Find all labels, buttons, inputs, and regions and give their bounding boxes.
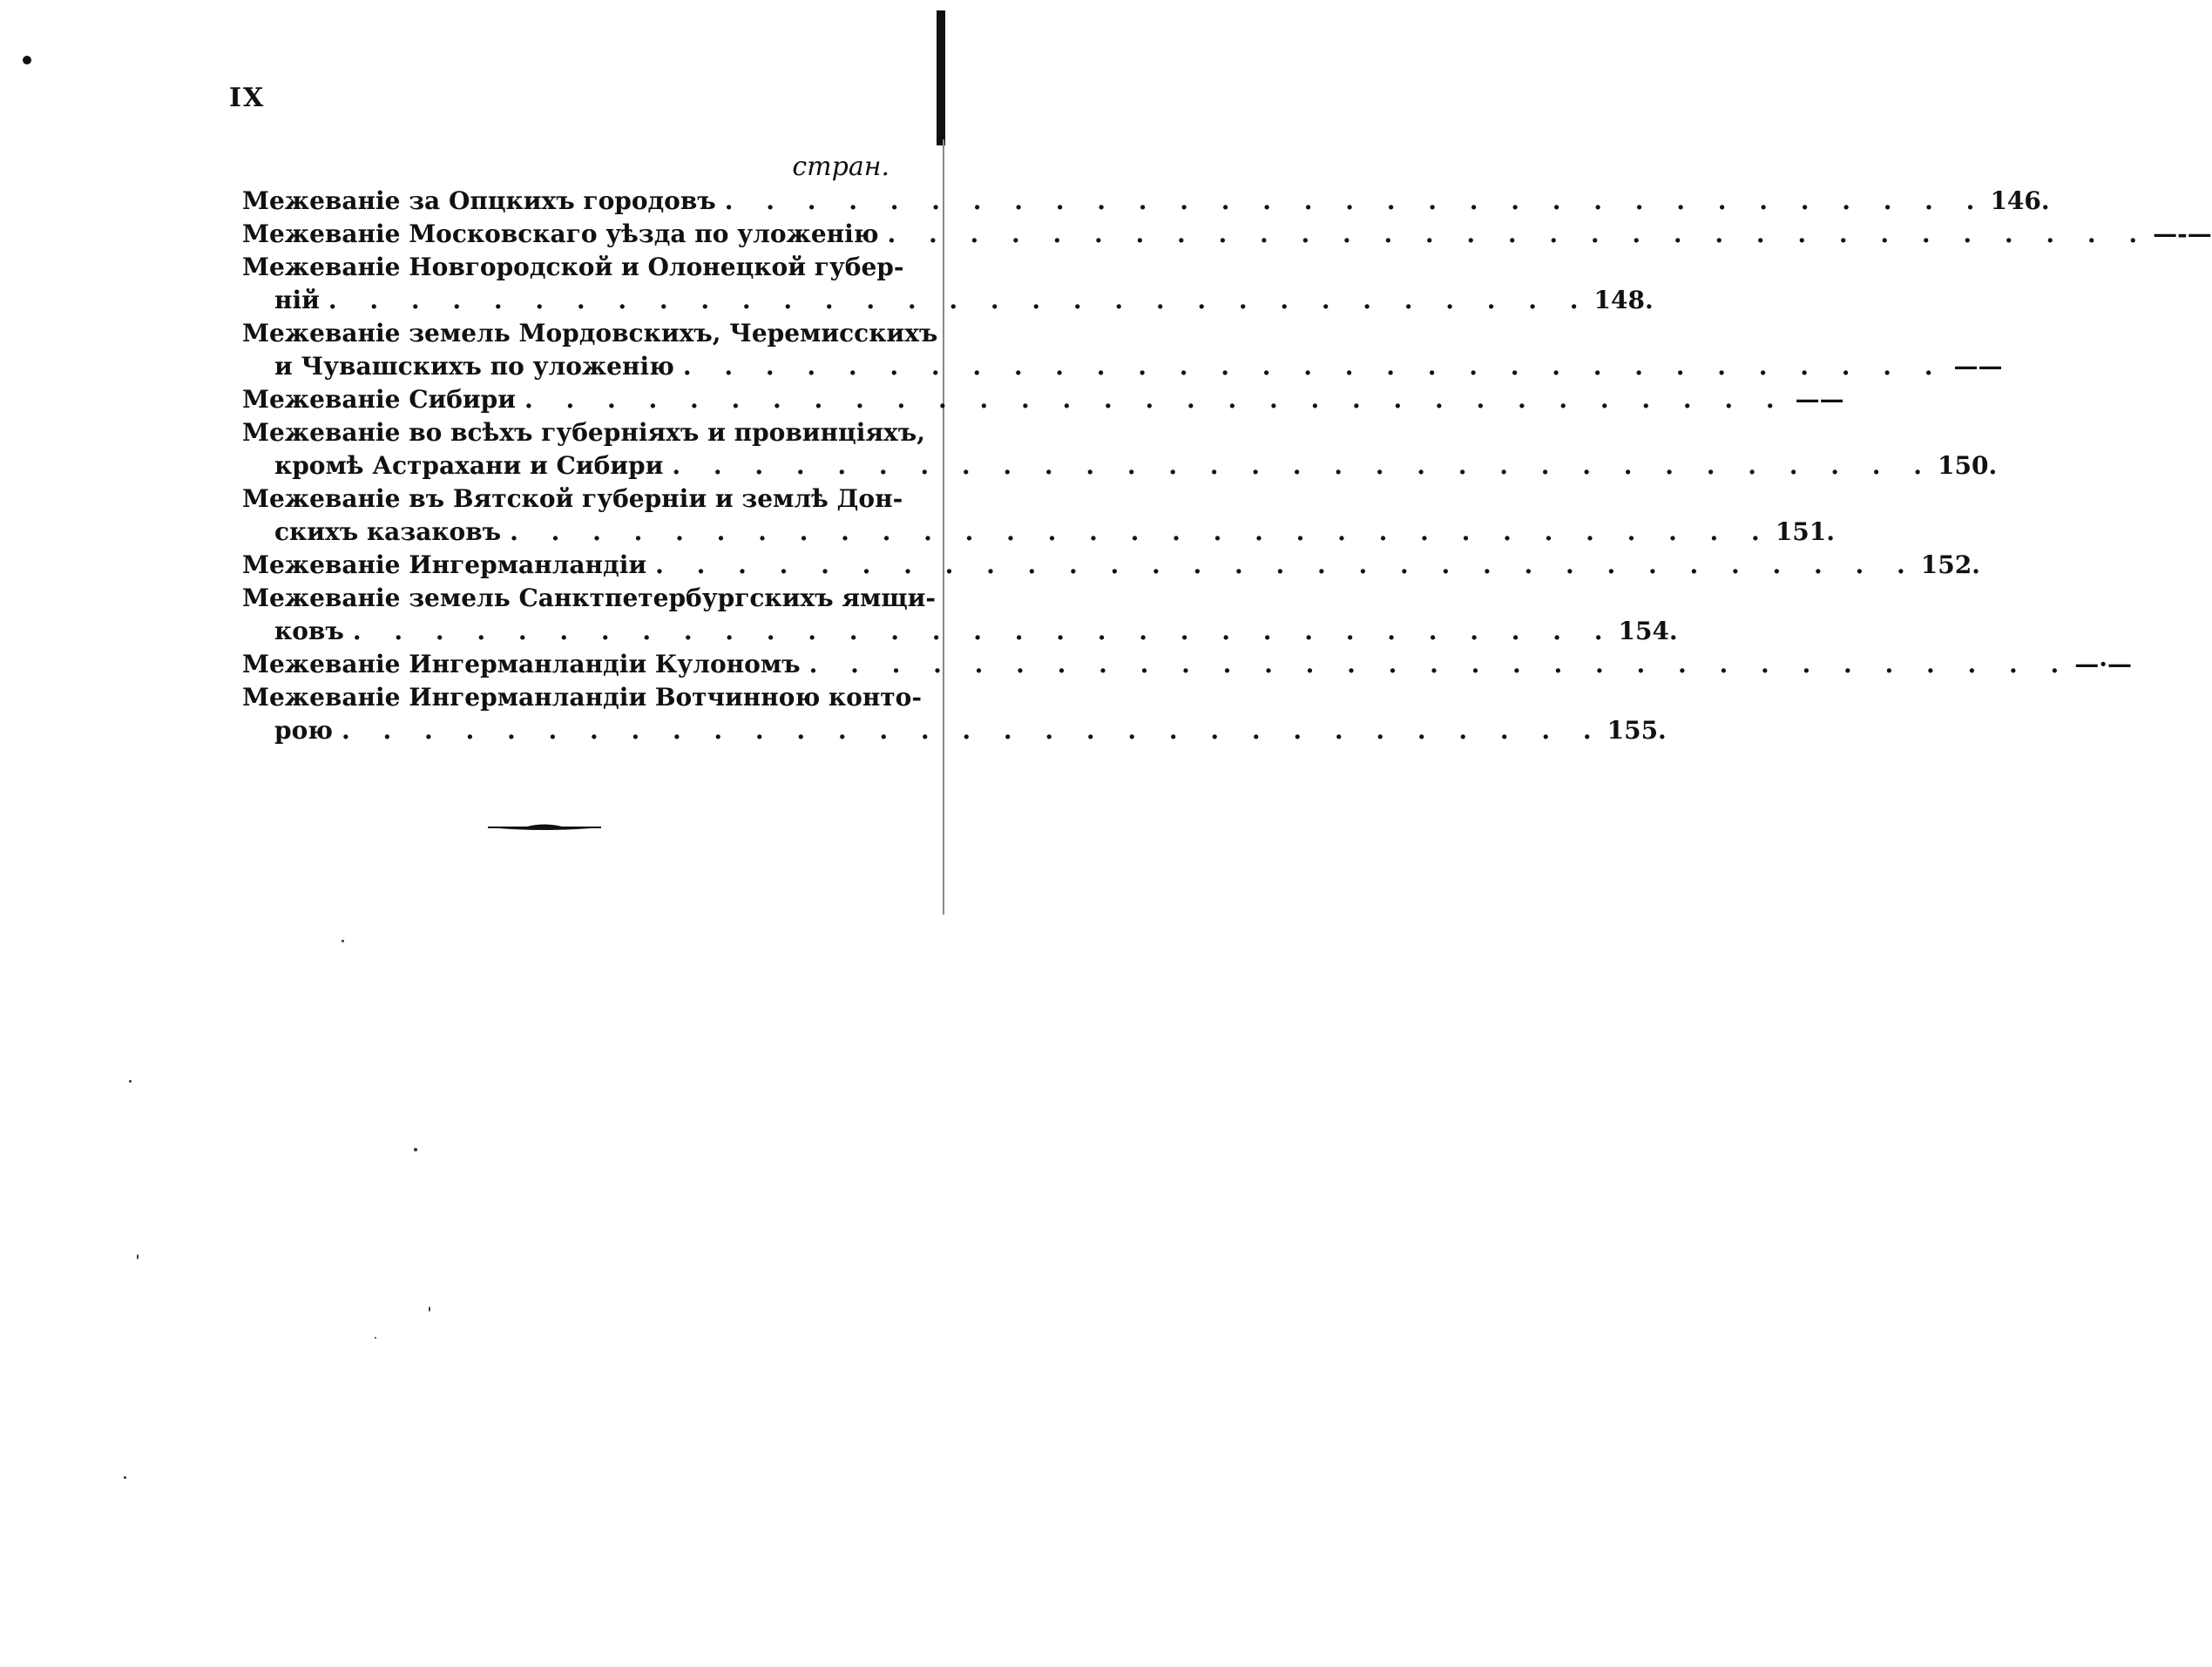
paper-speck <box>375 1337 376 1339</box>
toc-entry-title: ковъ <box>274 617 344 645</box>
toc-entry-last-line <box>242 615 1678 648</box>
ink-spot <box>23 56 31 64</box>
toc-entry-last-line <box>242 185 2050 218</box>
toc-entry-last-line <box>242 449 1998 483</box>
paper-speck <box>124 1476 126 1479</box>
toc-page-number: 155. <box>1607 716 1667 745</box>
toc-page-number: —·— <box>2074 650 2133 678</box>
toc-entry-last-line <box>242 549 1980 582</box>
paper-speck <box>129 1080 132 1083</box>
dot-leader: . . . . . . . . . . . . . . . . . . . . . . . . . . . . . . . <box>672 451 1934 480</box>
dot-leader: . . . . . . . . . . . . . . . . . . . . . . . . . . . . . . . <box>352 617 1615 645</box>
toc-page-number: —-— <box>2153 219 2212 248</box>
table-of-contents <box>242 150 2212 747</box>
toc-entry-text-line: Межеванiе земель Санктпетербургскихъ ямщи- <box>242 584 937 612</box>
toc-entry <box>242 251 1654 317</box>
toc-entry-last-line <box>242 218 2212 251</box>
toc-entry-title: Межеванiе Ингерманландiи <box>242 550 647 579</box>
toc-entry-title: рою <box>274 716 333 745</box>
toc-page-number: 151. <box>1775 517 1836 546</box>
toc-entry-last-line <box>242 383 1844 416</box>
paper-speck <box>414 1148 417 1151</box>
toc-entry-title: Межеванiе за Опцкихъ городовъ <box>242 186 716 215</box>
dot-leader: . . . . . . . . . . . . . . . . . . . . . . . . . . . . . . . <box>328 286 1591 314</box>
toc-entry-text-line: Межеванiе въ Вятской губернiи и землѣ Дон- <box>242 484 903 513</box>
toc-page-number: —— <box>1795 385 1844 414</box>
toc-page-number: 148. <box>1593 286 1654 314</box>
toc-entry <box>242 681 1667 747</box>
dot-leader: . . . . . . . . . . . . . . . . . . . . . . . . . . . . . . . <box>724 186 1987 215</box>
toc-entry-last-line <box>242 516 1836 549</box>
toc-entry <box>242 383 1844 416</box>
toc-entry-last-line <box>242 284 1654 317</box>
toc-entry-title: кромѣ Астрахани и Сибири <box>274 451 664 480</box>
toc-entry-text-line: Межеванiе Новгородской и Олонецкой губер- <box>242 253 904 281</box>
toc-entry <box>242 317 2003 383</box>
toc-entry-text-line: Межеванiе во всѣхъ губернiяхъ и провинцiяхъ, <box>242 418 925 447</box>
toc-entry <box>242 483 1836 549</box>
dot-leader: . . . . . . . . . . . . . . . . . . . . . . . . . . . . . . . <box>682 352 1945 381</box>
toc-entry-title: Межеванiе Ингерманландiи Кулономъ <box>242 650 801 678</box>
toc-entry-title: и Чувашскихъ по уложенiю <box>274 352 674 381</box>
toc-entry <box>242 416 1998 483</box>
dot-leader: . . . . . . . . . . . . . . . . . . . . . . . . . . . . . . . <box>510 517 1772 546</box>
toc-entry-text-line: Межеванiе земель Мордовскихъ, Черемисскихъ <box>242 319 938 348</box>
dot-leader: . . . . . . . . . . . . . . . . . . . . . . . . . . . . . . . <box>341 716 1604 745</box>
ornamental-rule <box>488 820 601 834</box>
toc-entry-last-line <box>242 350 2003 383</box>
toc-entry <box>242 648 2133 681</box>
paper-speck <box>342 940 344 942</box>
toc-entry-last-line <box>242 648 2133 681</box>
dot-leader: . . . . . . . . . . . . . . . . . . . . . . . . . . . . . . . <box>887 219 2150 248</box>
toc-entry-title: Межеванiе Сибири <box>242 385 517 414</box>
toc-entry-title: скихъ казаковъ <box>274 517 502 546</box>
toc-page-number: 150. <box>1938 451 1998 480</box>
toc-entry <box>242 218 2212 251</box>
toc-entry-last-line <box>242 714 1667 747</box>
toc-entry <box>242 185 2050 218</box>
toc-entry <box>242 549 1980 582</box>
toc-page-number: 146. <box>1990 186 2050 215</box>
toc-page-number: —— <box>1953 352 2003 381</box>
dot-leader: . . . . . . . . . . . . . . . . . . . . . . . . . . . . . . . <box>655 550 1918 579</box>
toc-entry <box>242 582 1678 648</box>
toc-page-number: 154. <box>1618 617 1678 645</box>
toc-entries <box>242 185 2212 747</box>
dot-leader: . . . . . . . . . . . . . . . . . . . . . . . . . . . . . . . <box>808 650 2072 678</box>
paper-speck <box>429 1306 430 1312</box>
dot-leader: . . . . . . . . . . . . . . . . . . . . . . . . . . . . . . . <box>524 385 1787 414</box>
page-column-header: стран. <box>792 152 890 182</box>
toc-entry-text-line: Межеванiе Ингерманландiи Вотчинною конто- <box>242 683 922 712</box>
page-number: IX <box>229 83 266 113</box>
page-edge-shadow <box>937 10 945 145</box>
toc-page-number: 152. <box>1920 550 1980 579</box>
paper-speck <box>137 1254 139 1259</box>
toc-entry-title: нiй <box>274 286 320 314</box>
toc-entry-title: Межеванiе Московскаго уѣзда по уложенiю <box>242 219 879 248</box>
